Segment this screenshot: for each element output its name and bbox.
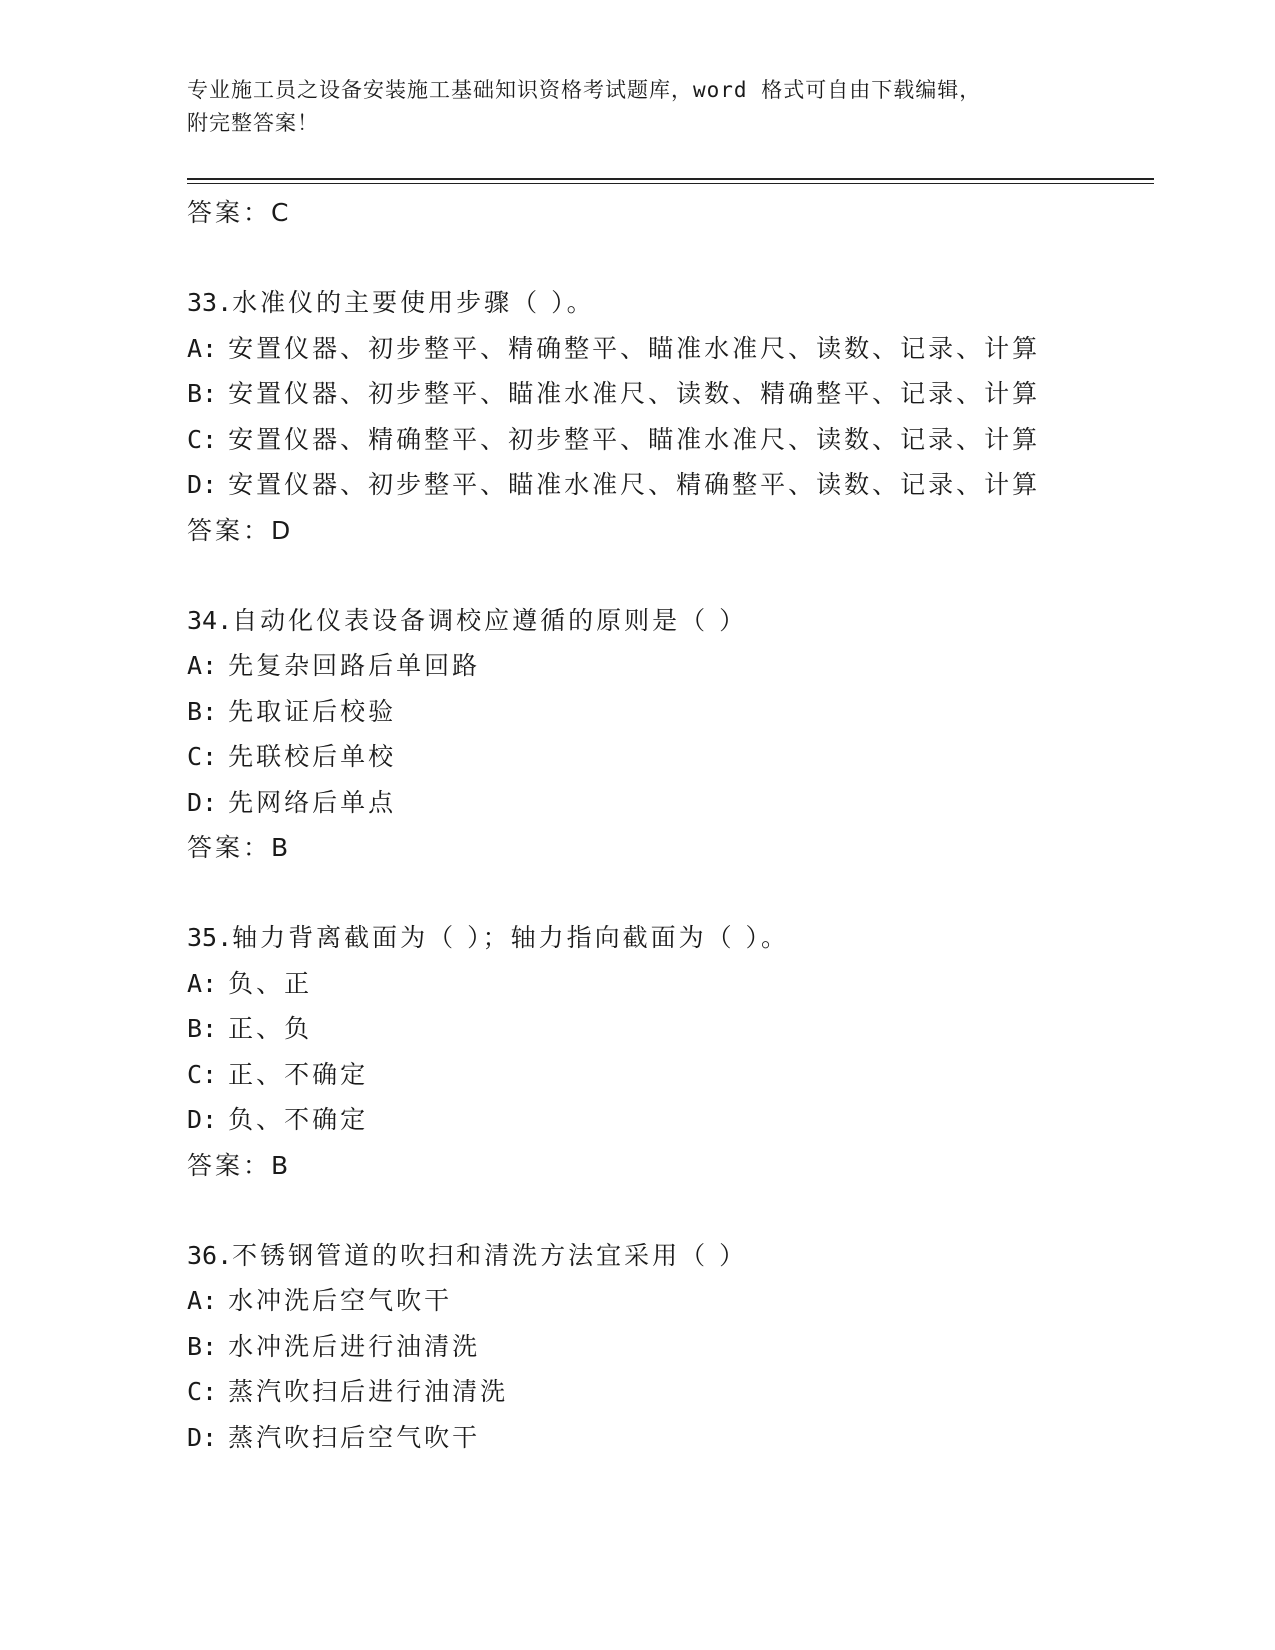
option-label: C: [187,1377,218,1406]
header-line-1: 专业施工员之设备安装施工基础知识资格考试题库，word 格式可自由下载编辑， [187,78,982,102]
option-label: C: [187,742,218,771]
option-label: D: [187,1422,218,1452]
option-label: B: [187,1014,218,1043]
question-stem [187,280,1147,326]
option-b [187,1006,1147,1052]
option-a [187,961,1147,1007]
option-d [187,780,1147,826]
option-a [187,643,1147,689]
question-33 [187,280,1147,554]
question-stem [187,598,1147,644]
option-text: 先取证后校验 [228,696,397,726]
option-label: A: [187,651,218,680]
option-text: 蒸汽吹扫后进行油清洗 [228,1377,509,1406]
option-label: C: [187,424,218,454]
question-number: 33. [187,288,233,317]
option-text: 负、正 [228,968,313,998]
option-label: D: [187,1105,218,1134]
option-a [187,1278,1147,1324]
option-text: 先复杂回路后单回路 [228,651,481,680]
option-label: B: [187,1331,218,1361]
option-b [187,371,1147,417]
option-text: 安置仪器、精确整平、初步整平、瞄准水准尺、读数、记录、计算 [228,424,1041,454]
option-c [187,1052,1147,1098]
option-c [187,734,1147,780]
question-text: 自动化仪表设备调校应遵循的原则是（ ） [232,605,748,635]
option-label: A: [187,1286,218,1315]
option-text: 先联校后单校 [228,742,397,771]
option-label: C: [187,1059,218,1089]
question-text: 轴力背离截面为（ ）；轴力指向截面为（ ）。 [232,923,790,952]
option-text: 安置仪器、初步整平、瞄准水准尺、读数、精确整平、记录、计算 [228,379,1041,408]
header-line-2: 附完整答案！ [187,111,319,135]
answer: 答案：D [187,515,294,545]
option-label: A: [187,333,218,363]
question-text: 不锈钢管道的吹扫和清洗方法宜采用（ ） [232,1240,748,1270]
question-text: 水准仪的主要使用步骤（ ）。 [232,288,595,317]
answer: 答案：B [187,1150,292,1180]
option-label: D: [187,787,218,817]
question-number: 34. [187,605,233,635]
question-35 [187,915,1147,1189]
document-header [187,74,1087,140]
previous-answer: 答案：C [187,198,292,227]
question-list [187,190,1147,1504]
option-c [187,1369,1147,1415]
option-text: 负、不确定 [228,1105,369,1134]
option-d [187,462,1147,508]
option-text: 先网络后单点 [228,787,397,817]
option-text: 水冲洗后进行油清洗 [228,1331,481,1361]
option-text: 水冲洗后空气吹干 [228,1286,453,1315]
option-label: A: [187,968,218,998]
option-b [187,1324,1147,1370]
option-d [187,1415,1147,1461]
header-rule-thick [187,178,1154,180]
option-a [187,326,1147,372]
question-stem [187,915,1147,961]
option-text: 安置仪器、初步整平、瞄准水准尺、精确整平、读数、记录、计算 [228,470,1041,499]
option-label: B: [187,696,218,726]
question-number: 35. [187,923,233,952]
option-text: 安置仪器、初步整平、精确整平、瞄准水准尺、读数、记录、计算 [228,333,1041,363]
answer: 答案：B [187,833,292,862]
option-label: D: [187,470,218,499]
option-text: 正、负 [228,1014,313,1043]
option-label: B: [187,379,218,408]
question-36 [187,1233,1147,1461]
option-text: 蒸汽吹扫后空气吹干 [228,1422,481,1452]
question-34 [187,598,1147,872]
question-number: 36. [187,1240,233,1270]
option-text: 正、不确定 [228,1059,369,1089]
option-b [187,689,1147,735]
header-rule-thin [187,183,1154,184]
question-stem [187,1233,1147,1279]
option-d [187,1097,1147,1143]
option-c [187,417,1147,463]
